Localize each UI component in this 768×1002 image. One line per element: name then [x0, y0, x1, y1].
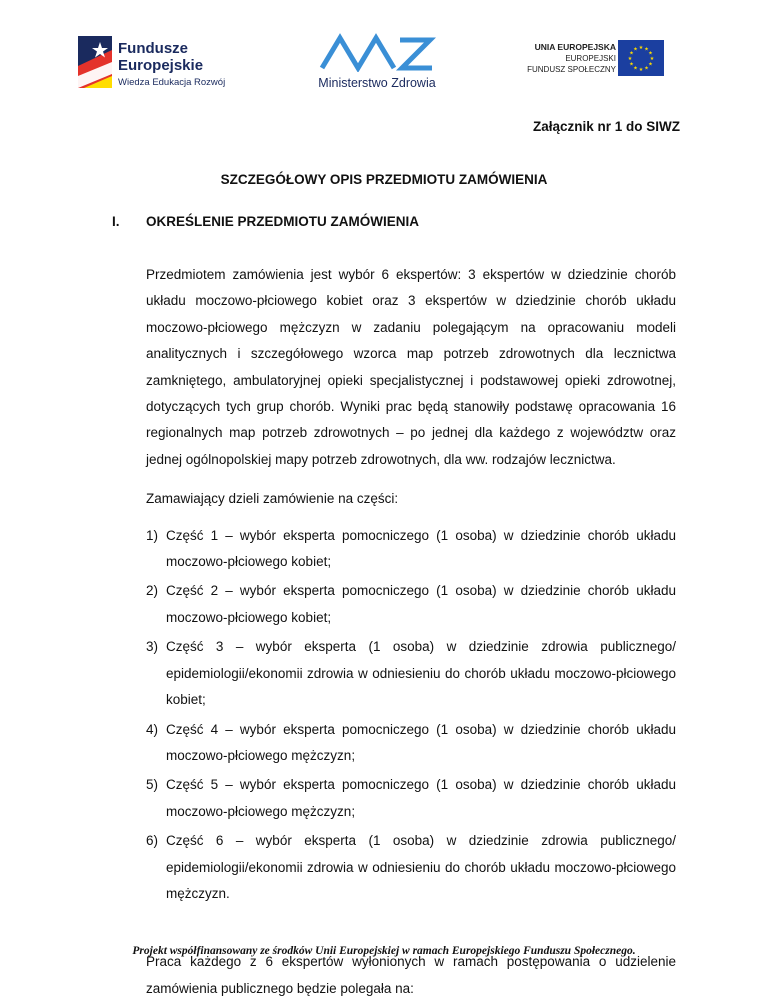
fe-logo-line2: Europejskie — [118, 57, 204, 74]
svg-text:★: ★ — [644, 46, 649, 53]
list-item-text: Część 3 – wybór eksperta (1 osoba) w dziedzinie zdrowia publicznego/ epidemiologii/ekonomii zdrowia w odniesieniu do chorób układu moczowo-płciowego kobiet; — [166, 639, 676, 708]
fe-logo-line1: Fundusze — [118, 40, 188, 57]
svg-text:★: ★ — [648, 50, 653, 57]
ministerstwo-zdrowia-logo — [312, 32, 442, 96]
section-number: I. — [112, 214, 120, 229]
list-item-index: 1) — [146, 527, 159, 543]
list-item — [146, 828, 676, 907]
list-item-text: Część 6 – wybór eksperta (1 osoba) w dziedzinie zdrowia publicznego/ epidemiologii/ekonomii zdrowia w odniesieniu do chorób układu moczowo-płciowego mężczyzn. — [166, 833, 676, 901]
svg-text:★: ★ — [638, 67, 644, 73]
document-body — [146, 262, 676, 1002]
fe-star-icon — [78, 36, 112, 88]
eu-logo-text — [527, 42, 616, 75]
attachment-label: Załącznik nr 1 do SIWZ — [532, 119, 680, 134]
list-item-index: 5) — [146, 777, 159, 793]
mz-logo-label: Ministerstwo Zdrowia — [318, 76, 436, 90]
list-item-index: 4) — [146, 721, 159, 737]
list-item — [146, 523, 676, 576]
list-item — [146, 634, 676, 713]
list-item-index: 3) — [146, 639, 159, 655]
list-item — [146, 578, 676, 631]
svg-text:★: ★ — [644, 65, 649, 72]
list-item-text: Część 2 – wybór eksperta pomocniczego (1 osoba) w dziedzinie chorób układu moczowo-płciowego kobiet; — [166, 583, 676, 625]
eu-logo-line2: EUROPEJSKI — [565, 54, 616, 63]
list-item — [146, 717, 676, 770]
eu-logo-line3: FUNDUSZ SPOŁECZNY — [527, 65, 616, 74]
svg-text:★: ★ — [627, 56, 633, 62]
page-header — [0, 28, 768, 98]
section-heading — [112, 214, 419, 229]
svg-text:★: ★ — [638, 45, 644, 51]
svg-text:★: ★ — [633, 65, 638, 72]
document-title: SZCZEGÓŁOWY OPIS PRZEDMIOTU ZAMÓWIENIA — [220, 172, 548, 187]
svg-text:★: ★ — [649, 56, 655, 62]
list-item-index: 6) — [146, 833, 159, 849]
eu-logo-line1: UNIA EUROPEJSKA — [534, 42, 616, 52]
closing-paragraph: Praca każdego z 6 ekspertów wyłonionych w ramach postępowania o udzielenie zamówienia publicznego będzie polegała na: — [146, 954, 676, 996]
mz-emblem-icon — [318, 32, 436, 72]
parts-list — [146, 523, 676, 908]
fundusze-europejskie-logo — [78, 36, 268, 92]
list-item-index: 2) — [146, 583, 159, 599]
section-title: OKREŚLENIE PRZEDMIOTU ZAMÓWIENIA — [146, 214, 419, 229]
svg-text:★: ★ — [629, 50, 634, 57]
fe-logo-tagline: Wiedza Edukacja Rozwój — [118, 77, 226, 88]
list-item — [146, 772, 676, 825]
intro-paragraph: Przedmiotem zamówienia jest wybór 6 ekspertów: 3 ekspertów w dziedzinie chorób układu moczowo-płciowego kobiet oraz 3 ekspertów w dziedzinie chorób układu moczowo-płciowego mężczyzn w zadaniu polegającym na opracowaniu modeli analitycznych i szczegółowego wzorca map potrzeb zdrowotnych dla lecznictwa zamkniętego, ambulatoryjnej opieki specjalistycznej i podstawowej opieki zdrowotnej, dotyczących tych grup chorób. Wyniki prac będą stanowiły podstawę opracowania 16 regionalnych map potrzeb zdrowotnych – po jednej dla każdego z województw oraz jednej ogólnopolskiej mapy potrzeb zdrowotnych, dla ww. rodzajów lecznictwa. — [146, 267, 676, 467]
eu-flag-icon — [618, 40, 664, 76]
list-item-text: Część 5 – wybór eksperta pomocniczego (1 osoba) w dziedzinie chorób układu moczowo-płciowego mężczyzn; — [166, 777, 676, 819]
svg-text:★: ★ — [629, 61, 634, 68]
svg-text:★: ★ — [648, 61, 653, 68]
svg-text:★: ★ — [633, 46, 638, 53]
page-footer: Projekt współfinansowany ze środków Unii Europejskiej w ramach Europejskiego Funduszu Społecznego. — [132, 945, 636, 957]
list-item-text: Część 1 – wybór eksperta pomocniczego (1 osoba) w dziedzinie chorób układu moczowo-płciowego kobiet; — [166, 527, 676, 570]
unia-europejska-logo — [498, 40, 698, 84]
parts-lead-paragraph: Zamawiający dzieli zamówienie na części: — [146, 491, 399, 507]
list-item-text: Część 4 – wybór eksperta pomocniczego (1 osoba) w dziedzinie chorób układu moczowo-płciowego mężczyzn; — [166, 721, 676, 763]
